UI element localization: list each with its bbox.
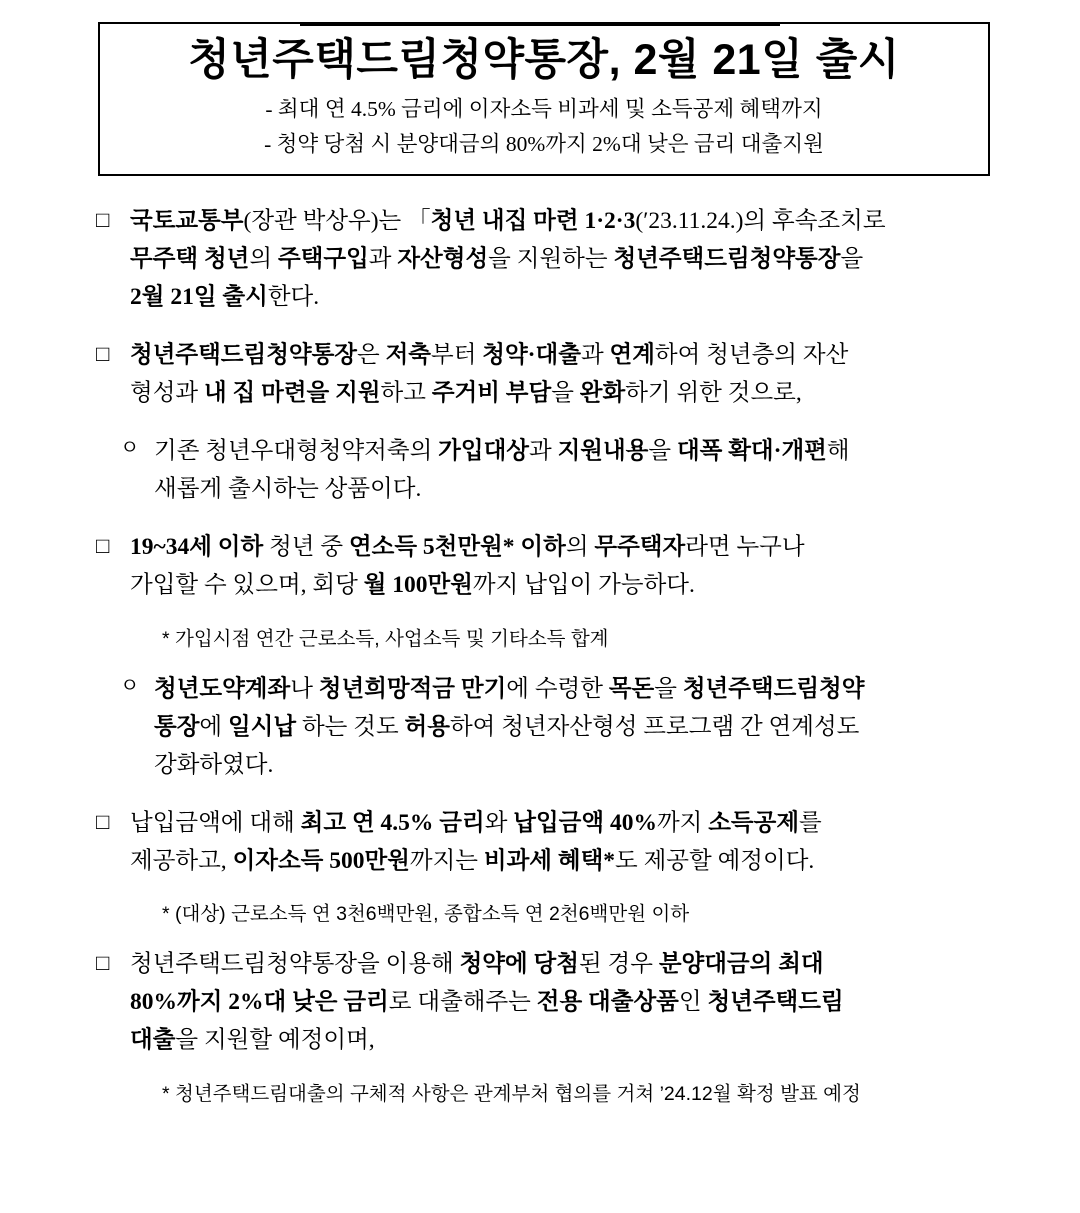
paragraph-block [96, 336, 1002, 412]
paragraph-line: 대출을 지원할 예정이며, [130, 1027, 375, 1054]
paragraph-line: 새롭게 출시하는 상품이다. [154, 476, 422, 503]
footnote-line: * (대상) 근로소득 연 3천6백만원, 종합소득 연 2천6백만원 이하 [162, 903, 690, 926]
paragraph-block [96, 804, 1002, 880]
paragraph-line: 제공하고, 이자소득 500만원까지는 비과세 혜택*도 제공할 예정이다. [130, 848, 815, 874]
paragraph-block [96, 945, 1002, 1059]
paragraph-line: 국토교통부(장관 박상우)는 「청년 내집 마련 1·2·3(′23.11.24.)의 후속조치로 [130, 207, 886, 234]
bullet-circle-icon: ㅇ [120, 437, 140, 460]
paragraph-line: 납입금액에 대해 최고 연 4.5% 금리와 납입금액 40%까지 소득공제를 [130, 809, 822, 836]
bullet-circle-icon: ㅇ [120, 674, 140, 697]
paragraph-line: 19~34세 이하 청년 중 연소득 5천만원* 이하의 무주택자라면 누구나 [130, 534, 805, 561]
paragraph-line: 형성과 내 집 마련을 지원하고 주거비 부담을 완화하기 위한 것으로, [130, 380, 802, 407]
paragraph-line: 청년주택드림청약통장을 이용해 청약에 당첨된 경우 분양대금의 최대 [130, 951, 824, 978]
footnote-block [96, 900, 1002, 929]
paragraph-line: 청년도약계좌나 청년희망적금 만기에 수령한 목돈을 청년주택드림청약 [154, 675, 865, 702]
paragraph-line: 강화하였다. [154, 751, 274, 778]
footnote-block [96, 1080, 1002, 1109]
paragraph-line: 가입할 수 있으며, 회당 월 100만원까지 납입이 가능하다. [130, 572, 695, 599]
paragraph-line: 기존 청년우대형청약저축의 가입대상과 지원내용을 대폭 확대·개편해 [154, 438, 850, 465]
paragraph-line: 청년주택드림청약통장은 저축부터 청약·대출과 연계하여 청년층의 자산 [130, 342, 849, 369]
bullet-square-icon: □ [96, 808, 110, 834]
paragraph-block [96, 202, 1002, 316]
paragraph-line: 2월 21일 출시한다. [130, 284, 320, 311]
footnote-block [96, 625, 1002, 654]
paragraph-block [96, 528, 1002, 604]
top-divider [300, 24, 780, 26]
paragraph-line: 통장에 일시납 하는 것도 허용하여 청년자산형성 프로그램 간 연계성도 [154, 713, 860, 740]
document-body [38, 202, 1042, 1109]
paragraph-line: 80%까지 2%대 낮은 금리로 대출해주는 전용 대출상품인 청년주택드림 [130, 989, 844, 1016]
bullet-square-icon: □ [96, 206, 110, 232]
paragraph-block [96, 670, 1002, 784]
paragraph-block [96, 432, 1002, 508]
headline-subtitle-1: - 최대 연 4.5% 금리에 이자소득 비과세 및 소득공제 혜택까지 [265, 97, 823, 122]
footnote-line: * 청년주택드림대출의 구체적 사항은 관계부처 협의를 거쳐 ’24.12월 확정 발표 예정 [162, 1082, 861, 1105]
bullet-square-icon: □ [96, 341, 110, 367]
headline-title: 청년주택드림청약통장, 2월 21일 출시 [188, 36, 900, 84]
bullet-square-icon: □ [96, 533, 110, 559]
bullet-square-icon: □ [96, 950, 110, 976]
footnote-line: * 가입시점 연간 근로소득, 사업소득 및 기타소득 합계 [162, 627, 609, 650]
headline-subtitle-2: - 청약 당첨 시 분양대금의 80%까지 2%대 낮은 금리 대출지원 [264, 131, 824, 156]
document-page [0, 22, 1080, 1213]
paragraph-line: 무주택 청년의 주택구입과 자산형성을 지원하는 청년주택드림청약통장을 [130, 246, 864, 272]
headline-box [98, 22, 990, 176]
